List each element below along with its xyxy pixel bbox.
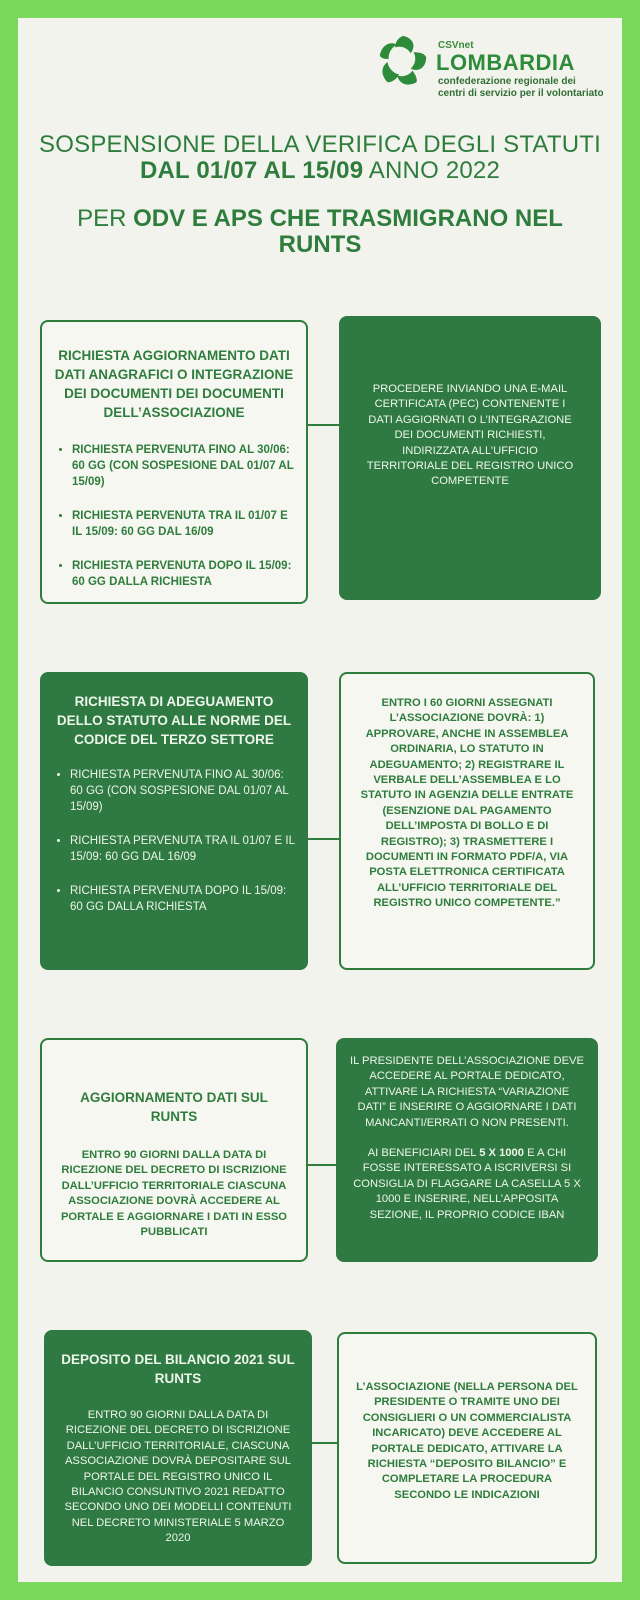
section3-connector <box>308 1164 338 1166</box>
section1-right-box <box>339 316 601 600</box>
section2-bullets <box>50 767 298 915</box>
subtitle-line-1 <box>20 206 620 232</box>
section2-heading: RICHIESTA DI ADEGUAMENTO DELLO STATUTO ALLE NORME DEL CODICE DEL TERZO SETTORE <box>56 694 292 747</box>
section2-right-box <box>339 672 595 970</box>
section4-right-box <box>337 1332 597 1564</box>
section3-right-text <box>350 1054 584 1223</box>
list-item: • RICHIESTA PERVENUTA FINO AL 30/06: 60 GG (CON SOSPESIONE DAL 01/07 AL 15/09) <box>72 442 296 490</box>
section4-heading: DEPOSITO DEL BILANCIO 2021 SUL RUNTS <box>61 1352 295 1386</box>
subtitle-prefix: PER <box>77 205 134 232</box>
logo-tagline <box>438 76 638 100</box>
logo-sub: CSVnet <box>438 40 474 51</box>
page-title <box>20 132 620 184</box>
swirl-logo-icon <box>374 32 432 90</box>
list-item: • RICHIESTA PERVENUTA FINO AL 30/06: 60 GG (CON SOSPESIONE DAL 01/07 AL 15/09) <box>70 767 298 815</box>
section3-right-box <box>336 1038 598 1262</box>
subtitle-line-2: RUNTS <box>278 231 362 258</box>
section3-heading: AGGIORNAMENTO DATI SUL RUNTS <box>80 1090 268 1124</box>
title-line-1: SOSPENSIONE DELLA VERIFICA DEGLI STATUTI <box>39 131 601 158</box>
logo-name: LOMBARDIA <box>436 50 575 75</box>
section3-right-p2 <box>350 1146 584 1223</box>
section2-right-text: ENTRO I 60 GIORNI ASSEGNATI L’ASSOCIAZIONE DOVRÀ: 1) APPROVARE, ANCHE IN ASSEMBLEA ORDINARIA, LO STATUTO IN ADEGUAMENTO; 2) REGISTRARE IL VERBALE DELL’ASSEMBLEA E LO STATUTO IN AGENZIA DELLE ENTRATE (ESENZIONE DAL PAGAMENTO DELL’IMPOSTA DI BOLLO E DI REGISTRO); 3) TRASMETTERE I DOCUMENTI IN FORMATO PDF/A, VIA POSTA ELETTRONICA CERTIFICATA ALL’UFFICIO TERRITORIALE DEL REGISTRO UNICO COMPETENTE.” <box>360 697 574 910</box>
section3-right-p2-a: AI BENEFICIARI DEL <box>367 1147 480 1160</box>
section4-body: ENTRO 90 GIORNI DALLA DATA DI RICEZIONE DEL DECRETO DI ISCRIZIONE DALL’UFFICIO TERRITORIALE, CIASCUNA ASSOCIAZIONE DOVRÀ DEPOSITARE SUL PORTALE DEL REGISTRO UNICO IL BILANCIO CONSUNTIVO 2021 REDATTO SECONDO UNO DEI MODELLI CONTENUTI NEL DECRETO MINISTERIALE 5 MARZO 2020 <box>64 1409 292 1545</box>
section3-5x1000: 5 X 1000 <box>479 1147 524 1160</box>
csvnet-logo <box>374 32 624 99</box>
list-item: • RICHIESTA PERVENUTA TRA IL 01/07 E IL 15/09: 60 GG DAL 16/09 <box>70 833 298 865</box>
section4-connector <box>312 1442 338 1444</box>
section2-connector <box>308 838 340 840</box>
section1-bullets <box>52 442 296 590</box>
section3-right-p2-b: E A CHI FOSSE INTERESSATO A ISCRIVERSI SI CONSIGLIA DI FLAGGARE LA CASELLA 5 X 1000 E INSERIRE, NELL’APPOSITA SEZIONE, IL PROPRIO CODICE IBAN <box>353 1147 581 1221</box>
logo-tagline-2: centri di servizio per il volontariato <box>438 88 604 99</box>
page-subtitle <box>20 206 620 258</box>
section1-right-text: PROCEDERE INVIANDO UNA E-MAIL CERTIFICATA (PEC) CONTENENTE I DATI AGGIORNATI O L’INTEGRAZIONE DEI DOCUMENTI RICHIESTI, INDIRIZZATA ALL’UFFICIO TERRITORIALE DEL REGISTRO UNICO COMPETENTE <box>366 383 574 488</box>
section2-left-box <box>40 672 308 970</box>
section4-right-text: L’ASSOCIAZIONE (NELLA PERSONA DEL PRESIDENTE O TRAMITE UNO DEI CONSIGLIERI O UN COMMERCIALISTA INCARICATO) DEVE ACCEDERE AL PORTALE DEDICATO, ATTIVARE LA RICHIESTA “DEPOSITO BILANCIO” E COMPLETARE LA PROCEDURA SECONDO LE INDICAZIONI <box>356 1381 578 1501</box>
list-item: • RICHIESTA PERVENUTA DOPO IL 15/09: 60 GG DALLA RICHIESTA <box>70 883 298 915</box>
list-item: • RICHIESTA PERVENUTA TRA IL 01/07 E IL 15/09: 60 GG DAL 16/09 <box>72 508 296 540</box>
title-line-2 <box>20 158 620 184</box>
section1-connector <box>308 424 340 426</box>
section1-left-box <box>40 320 308 604</box>
subtitle-bold: ODV E APS CHE TRASMIGRANO NEL <box>133 205 563 232</box>
title-year: ANNO 2022 <box>363 157 501 184</box>
section3-right-p1: IL PRESIDENTE DELL’ASSOCIAZIONE DEVE ACCEDERE AL PORTALE DEDICATO, ATTIVARE LA RICHIESTA “VARIAZIONE DATI” E INSERIRE O AGGIORNARE I DATI MANCANTI/ERRATI O NON PRESENTI. <box>350 1055 584 1129</box>
list-item: • RICHIESTA PERVENUTA DOPO IL 15/09: 60 GG DALLA RICHIESTA <box>72 558 296 590</box>
logo-tagline-1: confederazione regionale dei <box>438 76 576 87</box>
section1-heading: RICHIESTA AGGIORNAMENTO DATI DATI ANAGRAFICI O INTEGRAZIONE DEI DOCUMENTI DEI DOCUMENTI DELL’ASSOCIAZIONE <box>54 348 294 420</box>
section3-body: ENTRO 90 GIORNI DALLA DATA DI RICEZIONE DEL DECRETO DI ISCRIZIONE DALL’UFFICIO TERRITORIALE CIASCUNA ASSOCIAZIONE DOVRÀ ACCEDERE AL PORTALE E AGGIORNARE I DATI IN ESSO PUBBLICATI <box>60 1149 288 1239</box>
section3-left-box <box>40 1038 308 1262</box>
title-dates: DAL 01/07 AL 15/09 <box>139 157 364 184</box>
section4-left-box <box>44 1330 312 1566</box>
